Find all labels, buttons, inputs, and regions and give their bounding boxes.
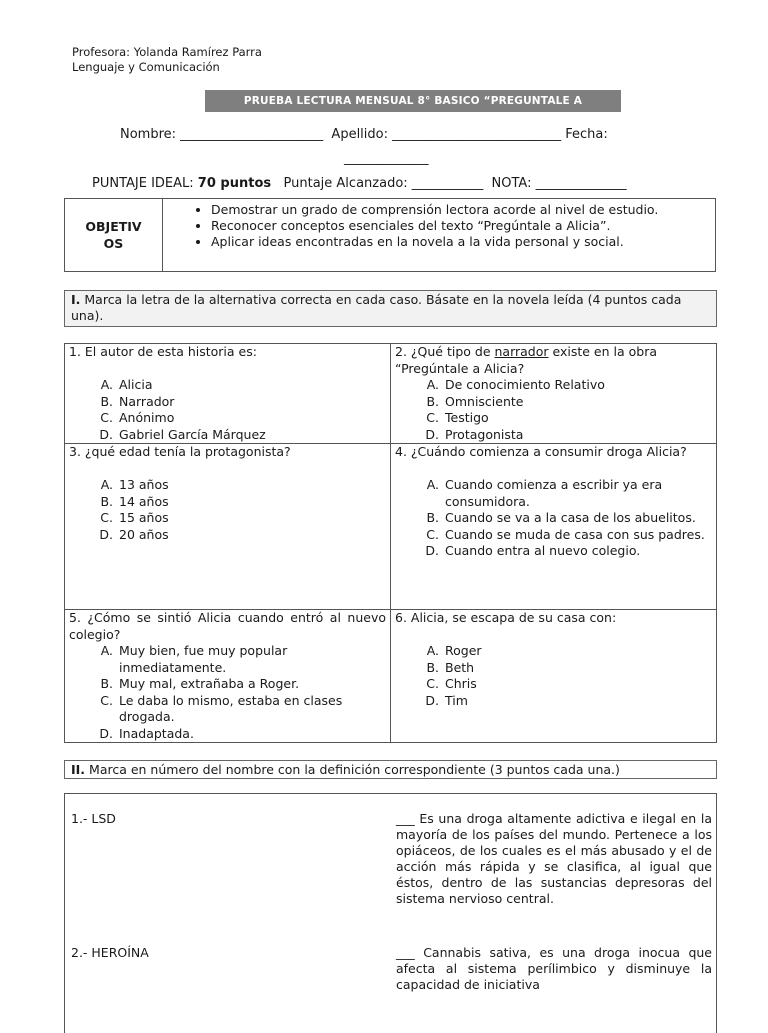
option-text: 14 años bbox=[119, 493, 169, 509]
q1-option-c[interactable] bbox=[91, 410, 386, 427]
option-text: Chris bbox=[445, 676, 477, 691]
question-6-prompt: 6. Alicia, se escapa de su casa con: bbox=[395, 610, 617, 625]
section-1-instructions bbox=[64, 290, 717, 327]
score-line bbox=[92, 175, 627, 192]
definition-term-2: 2.- HEROÍNA bbox=[71, 945, 149, 960]
option-letter: A. bbox=[100, 377, 113, 392]
option-text: Cuando se va a la casa de los abuelitos. bbox=[445, 510, 696, 525]
question-2 bbox=[391, 344, 717, 444]
section-2-instructions bbox=[64, 760, 717, 779]
option-text: Testigo bbox=[445, 410, 489, 425]
questions-table bbox=[64, 343, 717, 743]
q1-option-a[interactable] bbox=[91, 377, 386, 394]
option-letter: D. bbox=[425, 692, 439, 708]
option-text: Beth bbox=[445, 659, 475, 675]
option-letter: C. bbox=[426, 526, 439, 542]
option-letter: D. bbox=[425, 426, 439, 442]
q3-option-d[interactable] bbox=[91, 527, 386, 544]
option-text: Gabriel García Márquez bbox=[119, 426, 266, 442]
definition-text-2: ___ Cannabis sativa, es una droga inocua que afecta al sistema perílimbico y disminuye la capacidad de iniciativa bbox=[396, 945, 712, 992]
option-text: De conocimiento Relativo bbox=[445, 377, 605, 392]
option-letter: B. bbox=[100, 676, 113, 691]
option-text: 15 años bbox=[119, 510, 169, 525]
prompt-part: existe en la obra “Pregúntale a Alicia? bbox=[395, 344, 657, 376]
option-text: Anónimo bbox=[119, 410, 175, 425]
option-letter: D. bbox=[425, 543, 439, 558]
question-4-prompt: 4. ¿Cuándo comienza a consumir droga Alicia? bbox=[395, 444, 687, 459]
q6-option-b[interactable] bbox=[417, 660, 712, 677]
option-text: Muy bien, fue muy popular inmediatamente. bbox=[119, 643, 288, 675]
option-text: Muy mal, extrañaba a Roger. bbox=[119, 676, 300, 691]
objectives-label bbox=[65, 199, 163, 271]
option-letter: C. bbox=[100, 410, 113, 425]
date-blank-line: _____________ bbox=[344, 151, 429, 166]
question-5-prompt: 5. ¿Cómo se sintió Alicia cuando entró al nuevo colegio? bbox=[69, 610, 386, 642]
option-letter: C. bbox=[100, 692, 113, 708]
q6-option-d[interactable] bbox=[417, 693, 712, 710]
q5-option-b[interactable] bbox=[91, 676, 386, 693]
option-text: Cuando se muda de casa con sus padres. bbox=[445, 526, 705, 542]
option-letter: D. bbox=[99, 725, 113, 741]
q5-option-a[interactable] bbox=[91, 643, 386, 676]
option-letter: B. bbox=[100, 393, 113, 409]
teacher-name: Profesora: Yolanda Ramírez Parra bbox=[72, 45, 262, 59]
objectives-list bbox=[163, 199, 715, 271]
subject-name: Lenguaje y Comunicación bbox=[72, 60, 220, 74]
objectives-box bbox=[64, 198, 716, 272]
q1-option-d[interactable] bbox=[91, 427, 386, 444]
question-2-prompt bbox=[395, 344, 712, 377]
q4-option-a[interactable] bbox=[417, 477, 712, 510]
q6-option-a[interactable] bbox=[417, 643, 712, 660]
q2-option-a[interactable] bbox=[417, 377, 712, 394]
question-5 bbox=[65, 610, 391, 743]
objective-item: • Reconocer conceptos esenciales del texto “Pregúntale a Alicia”. bbox=[211, 218, 699, 234]
option-letter: C. bbox=[426, 676, 439, 691]
option-text: Cuando entra al nuevo colegio. bbox=[445, 543, 641, 558]
question-4 bbox=[391, 444, 717, 610]
q4-option-b[interactable] bbox=[417, 510, 712, 527]
option-letter: A. bbox=[100, 477, 113, 492]
q5-option-c[interactable] bbox=[91, 693, 386, 726]
option-letter: B. bbox=[426, 510, 439, 525]
question-6 bbox=[391, 610, 717, 743]
option-letter: D. bbox=[99, 426, 113, 442]
prompt-underlined: narrador bbox=[494, 344, 549, 359]
q3-option-b[interactable] bbox=[91, 494, 386, 511]
name-surname-date-line: Nombre: ______________________ Apellido: __________________________ Fecha: bbox=[120, 127, 608, 142]
prompt-part: 2. ¿Qué tipo de bbox=[395, 344, 495, 359]
q2-option-d[interactable] bbox=[417, 427, 712, 444]
question-3 bbox=[65, 444, 391, 610]
option-letter: A. bbox=[100, 643, 113, 658]
score-rest: Puntaje Alcanzado: ___________ NOTA: ______________ bbox=[271, 176, 627, 191]
q4-option-d[interactable] bbox=[417, 543, 712, 560]
option-text: Alicia bbox=[119, 377, 153, 392]
question-1-prompt: 1. El autor de esta historia es: bbox=[69, 344, 257, 359]
option-letter: C. bbox=[100, 510, 113, 525]
question-3-prompt: 3. ¿qué edad tenía la protagonista? bbox=[69, 444, 291, 459]
option-text: 13 años bbox=[119, 477, 169, 492]
option-letter: D. bbox=[99, 526, 113, 542]
definition-text-1: ___ Es una droga altamente adictiva e ilegal en la mayoría de los países del mundo. Pertenece a los opiáceos, de los cuales es el más abusado y el de acción más rápida y se clasifica, al igual que éstos, dentro de las sustancias depresoras del sistema nervioso central. bbox=[396, 811, 712, 906]
option-letter: C. bbox=[426, 410, 439, 425]
section-2-number: II. bbox=[71, 762, 86, 777]
definition-term-1: 1.- LSD bbox=[71, 811, 116, 826]
score-value: 70 puntos bbox=[197, 176, 272, 191]
option-letter: A. bbox=[426, 643, 439, 658]
objective-item: • Demostrar un grado de comprensión lectora acorde al nivel de estudio. bbox=[211, 202, 699, 218]
q1-option-b[interactable] bbox=[91, 394, 386, 411]
option-letter: B. bbox=[426, 393, 439, 409]
option-text: Narrador bbox=[119, 393, 175, 409]
option-text: Roger bbox=[445, 643, 482, 658]
section-1-number: I. bbox=[71, 292, 81, 307]
option-text: Protagonista bbox=[445, 426, 524, 442]
option-letter: A. bbox=[426, 377, 439, 392]
test-title: PRUEBA LECTURA MENSUAL 8° BASICO “PREGUNTALE A bbox=[205, 90, 621, 112]
q2-option-c[interactable] bbox=[417, 410, 712, 427]
objectives-label-line1: OBJETIV bbox=[85, 219, 142, 234]
score-label: PUNTAJE IDEAL: bbox=[92, 176, 198, 191]
option-text: Cuando comienza a escribir ya era consumidora. bbox=[445, 477, 663, 509]
option-letter: B. bbox=[100, 493, 113, 509]
q3-option-c[interactable] bbox=[91, 510, 386, 527]
q5-option-d[interactable] bbox=[91, 726, 386, 743]
option-text: 20 años bbox=[119, 526, 169, 542]
question-1 bbox=[65, 344, 391, 444]
option-text: Tim bbox=[445, 692, 468, 708]
option-text: Omnisciente bbox=[445, 393, 524, 409]
objective-item: • Aplicar ideas encontradas en la novela a la vida personal y social. bbox=[211, 234, 699, 250]
q2-option-b[interactable] bbox=[417, 394, 712, 411]
q6-option-c[interactable] bbox=[417, 676, 712, 693]
option-text: Inadaptada. bbox=[119, 725, 194, 741]
option-text: Le daba lo mismo, estaba en clases drogada. bbox=[119, 692, 343, 724]
q4-option-c[interactable] bbox=[417, 527, 712, 544]
option-letter: A. bbox=[426, 477, 439, 492]
objectives-label-line2: OS bbox=[103, 236, 124, 251]
q3-option-a[interactable] bbox=[91, 477, 386, 494]
section-2-text: Marca en número del nombre con la definición correspondiente (3 puntos cada una.) bbox=[85, 762, 620, 777]
option-letter: B. bbox=[426, 659, 439, 675]
section-1-text: Marca la letra de la alternativa correcta en cada caso. Básate en la novela leída (4 puntos cada una). bbox=[71, 292, 682, 323]
